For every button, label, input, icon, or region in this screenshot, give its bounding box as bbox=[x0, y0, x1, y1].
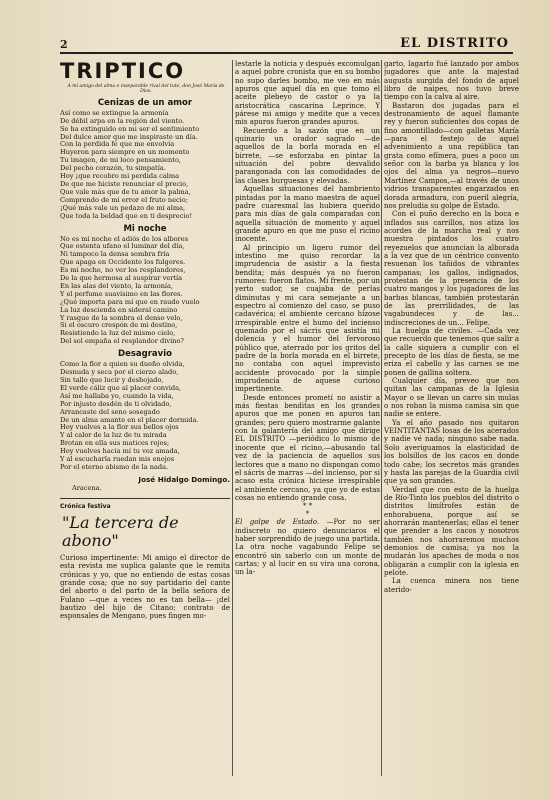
poem-line: Y rasgue de la sombra el denso velo, bbox=[60, 313, 183, 322]
article-text: Curioso impertinente: Mi amigo el director de esta revista me suplica galante que le remita crónicas y yo, que no entiendo de estas cosas grande cosa; que no soy partidario del cante del aborto o del parto de la bella señora de Fulano —que a veces no es tan bella— ¡del bautizo del hijo de Citano; contrato de esponsales de Mengano, pues fingen mo- bbox=[60, 553, 230, 621]
poem-line: Que apaga en Occidente los fulgores. bbox=[60, 258, 186, 267]
poem-line: Resistiendo la luz del mismo cielo, bbox=[60, 329, 176, 338]
poem-line: Es mi noche, no ver los resplandores, bbox=[60, 266, 186, 275]
poem-line: Si el oscuro crespón de mi destino, bbox=[60, 321, 178, 330]
poem-line: Tu imagen, de mi loco pensamiento, bbox=[60, 156, 182, 165]
section-label: Crónica festiva bbox=[60, 502, 111, 510]
poem-line: La luz descienda en sideral camino bbox=[60, 305, 178, 314]
poem-line: El verde cáliz que al placer convida, bbox=[60, 383, 182, 392]
left-column bbox=[60, 60, 230, 621]
poem-line: Como la flor a quien su dueño olvida, bbox=[60, 360, 185, 369]
author-signature: José Hidalgo Domingo. bbox=[138, 474, 230, 484]
poem-line: Huyeron para siempre en un momento bbox=[60, 148, 190, 157]
poem-line: Hoy vuelves a la flor sus bellos ojos bbox=[60, 423, 179, 432]
subsection-body: —Por no ser indiscreto no quiero denunciaros el haber sorprendido de juego una partida. La otra noche vagabundo Felipe se encontró sin saberlo con un monte de cartas; y al lucir en su vira una corona, un la- bbox=[235, 518, 380, 577]
poem-line: Y al calor de la luz de tu mirada bbox=[60, 431, 167, 440]
poem-line: Ni tampoco la densa sombra fría bbox=[60, 250, 170, 259]
poem-line: Por injusto desdén de ti olvidado, bbox=[60, 399, 172, 408]
poem-line: De que me hiciste renunciar el precio, bbox=[60, 179, 189, 188]
poem-line: Hoy ¡que recobro mi perdida calma bbox=[60, 172, 180, 181]
paragraph: La cuenca minera nos tiene aterido- bbox=[384, 577, 519, 594]
author-place: Aracena. bbox=[72, 483, 102, 492]
poem-title: Mi noche bbox=[123, 223, 167, 234]
poem-line: Por el eterno abismo de la nada. bbox=[60, 462, 169, 471]
poem-line: Se ha extinguido en mi ser el sentimiento bbox=[60, 124, 200, 133]
triptych-title: TRIPTICO bbox=[60, 60, 186, 83]
paragraph: Bastaron dos jugadas para el destronamiento de aquel flamante rey y fueron suficientes dos copas de fino amontillado—con galletas María—para el festejo de aquel advenimiento a una república tan grata como efímera, pues a poco un señor con la barba ya blanca y los ojos del alma ya negros—nuevo Martínez Campos,—al través de unos vidrios transparentes engarzados en dorada armadura, con pueril alegría, nos preludia su golpe de Estado. bbox=[384, 101, 519, 210]
poem-line: Con la perdida fe que me envolvía bbox=[60, 140, 175, 149]
poem-line: Comprendo de mi error el fruto necio; bbox=[60, 195, 188, 204]
poem-line: ¡Qué más vale un pedazo de mi alma, bbox=[60, 203, 186, 212]
middle-column bbox=[235, 60, 380, 577]
paragraph: Con el puño derecho en la boca e inflados sus carrillos, nos atiza los acordes de la marcha real y nos muestra pintados los cuatro reyezuelos que anuncian la alborada a la vez que de un céntrico convento resuenan los tañidos de vibrantes campanas; los gallos, indignados, protestan de la presencia de los cuatro mangos y los jugadores de las barbas blancas, también protestarán de las prerrilidades, de las vagabundeces y de las... indiscreciones de un... Felipe. bbox=[384, 210, 519, 327]
poem-line: No es mi noche el adiós de los albores bbox=[60, 234, 189, 243]
header-rule bbox=[60, 52, 513, 54]
section-divider bbox=[60, 498, 230, 499]
paragraph: garto, lagarto fué lanzado por ambos jugadores que ante la majestad augusta surgida del fondo de aquel libro de naipes, nos tuvo breve tiempo con la calva al aire. bbox=[384, 60, 519, 102]
article-body bbox=[235, 60, 380, 502]
poem-line: Así como se extingue la armonía bbox=[60, 108, 169, 117]
poem-line: Sin tallo que lucir y deshojado, bbox=[60, 376, 164, 384]
paragraph: Recuerdo a la sazón que en un quinario un orador sagrado —de aquellos de la borla morada en el birrete, —se esforzaba en pintar la situación del pobre desvalido parangonada con las comodidades de las clases burguesas y elevadas. bbox=[235, 126, 380, 185]
paragraph: La huelga de civiles. —Cada vez que recuerdo que tenemos que salir a la calle siquiera a cumplir con el precepto de los días de fiesta, se me eriza el cabello y las carnes se me ponen de gallina soltera. bbox=[384, 327, 519, 377]
poem-mi-noche bbox=[60, 236, 230, 347]
dedication: A mi amigo del alma e inseparable rival del tute, don José María de Dios. bbox=[67, 84, 225, 95]
paragraph: Verdad que con esto de la huelga de Río-Tinto los pueblos del distrito o distritos limítrofes están de enhorabuena, porque así se ahorrarán mantenerlas; ellas el tener que prender a los cacos y nosotros también nos ahorraremos muchos demonios de camisa; ya nos la mudarán los apaches de moda o nos obligarán a cumplir con la iglesia en pelote. bbox=[384, 485, 519, 577]
poem-line: Y al escucharla ruedan mis enojos bbox=[60, 455, 175, 464]
poem-line: Que ostenta ufano el luminar del día, bbox=[60, 242, 185, 251]
poem-line: Desnuda y seca por el cierzo alado, bbox=[60, 368, 179, 377]
poem-line: Brotan en ella sus matices rojos; bbox=[60, 439, 170, 448]
right-column bbox=[384, 60, 519, 594]
subsection-text bbox=[235, 518, 380, 576]
paragraph: Al principio un ligero rumor del intestino me quiso recordar la imprudencia de asistir a la fiesta bendita; más después ya no fueron rumores: fueron flatos. Mi frente, por un yerto sudor, se cuajaba de perlas diminutas y mi cara semejante a un espectro al comienzo del caso, se puso cadavérica; el ambiente cercano hízose irrespirable entre el humo del incienso quemado por el sácris que asistía mi dolencia y el humor del fervoroso público que, aterrado por los gritos del padre de la borla morada en el birrete, no contaba con aquel imprevisto accidente provocado por la simple imprudencia de aquese curioso impertinente. bbox=[235, 243, 380, 394]
column-divider bbox=[381, 60, 382, 776]
poem-line: Del pecho corazón, tu simpatía. bbox=[60, 164, 166, 173]
poem-line: Así me hallaba yo, cuando la vida, bbox=[60, 391, 174, 400]
paragraph: Aquellas situaciones del hambriento pintadas por la mano maestra de aquel padre cuaresmal las hubiera querido para mis días de gala comparadas con aquella situación de momento y aquel grande apuro en que me puso el ricino inocente. bbox=[235, 185, 380, 244]
paragraph: lestarle la noticia y después excomulgan a aquel pobre cronista que en su bombo no supo darles bombo, me veo en más apuros que aquel día en que tomo el aceite plebeyo de castor o ya la aristocrática cascarina Leprince. Y párese mi amigo y medite que a veces mis apuros fueron grandes apuros. bbox=[235, 60, 380, 127]
newspaper-name: EL DISTRITO bbox=[400, 36, 509, 51]
poem-line: ¿Qué importa para mí que en raudo vuelo bbox=[60, 297, 200, 306]
poem-cenizas bbox=[60, 110, 230, 221]
section-asterism: * * * bbox=[302, 502, 313, 519]
poem-line: Hoy vuelves hacia mí tu voz amada, bbox=[60, 447, 180, 456]
paragraph: Cualquier día, preveo que nos quitan las campanas de la Iglesia Mayor o se llevan un carro sin mulas o nos roban la misma camisa sin que nadie se entere. bbox=[384, 377, 519, 419]
poem-line: De la que hermosa al suspirar vertía bbox=[60, 274, 183, 283]
poem-line: En las alas del viento, la armonía, bbox=[60, 281, 174, 290]
page-number: 2 bbox=[60, 38, 68, 51]
poem-line: Arrancaste del seno sosegado bbox=[60, 407, 160, 416]
poem-line: Que vale más que de tu amor la palma, bbox=[60, 187, 191, 196]
poem-title: Desagravio bbox=[118, 349, 172, 360]
paragraph: Desde entonces prometí no asistir a más fiestas benditas en los grandes apuros que me ponen en apuros tan grandes; pero quiero mostrarme galante con la galantería del amigo que dirige EL DISTRITO —periódico lo mismo de inocente que el ricino,—abusando tal vez de la paciencia de aquellos sus lectores que a mano no dispongan como el sácris de marras —del incienso, por si acaso esta crónica hiciese irrespirable el ambiente cercano, ya que yo de estas cosas no entiendo grande cosa. bbox=[235, 393, 380, 502]
poem-line: Del sol empaña el resplandor divino? bbox=[60, 337, 184, 346]
poem-line: Del dulce amor que me inspiraste un día. bbox=[60, 132, 198, 141]
article-continuation bbox=[384, 60, 519, 594]
paragraph: Ya el año pasado nos quitaron VEINTITANTAS losas de los acerados y nadie vé nada; ninguno sabe nada. Solo averiguamos la elasticidad de los bolsillos de los cacos en donde todo cabe; los secretos más grandes y hasta las parejas de la Guardia civil que ya son grandes. bbox=[384, 418, 519, 486]
poem-line: De débil arpa en la región del viento. bbox=[60, 116, 185, 125]
poem-desagravio bbox=[60, 361, 230, 472]
column-divider bbox=[232, 60, 233, 776]
article-headline: "La tercera de abono" bbox=[62, 512, 179, 550]
poem-line: De un alma amante en el placer dormida. bbox=[60, 415, 199, 424]
poem-line: Y el perfume suavísimo en las flores. bbox=[60, 289, 183, 298]
poem-title: Cenizas de un amor bbox=[97, 97, 193, 108]
subsection-title: El golpe de Estado. bbox=[235, 518, 320, 527]
poem-line: Que toda la beldad que en ti desprecio! bbox=[60, 211, 193, 220]
